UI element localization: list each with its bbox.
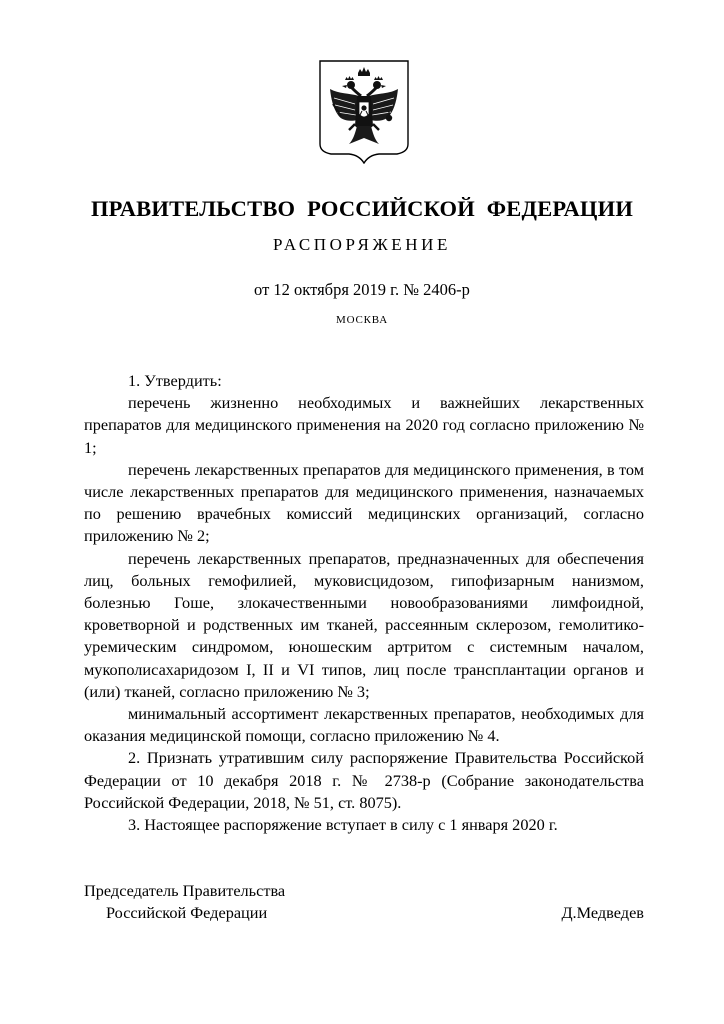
paragraph-item-1: 1. Утвердить: <box>128 371 222 390</box>
signatory-role-line1: Председатель Правительства <box>84 881 286 900</box>
document-type: РАСПОРЯЖЕНИЕ <box>272 235 452 254</box>
signatory-role-line2: Российской Федерации <box>106 903 268 922</box>
coat-of-arms-emblem <box>319 60 409 164</box>
paragraph-list-appendix-3: перечень лекарственных препаратов, предназначенных для обеспечения лиц, больных гемофилией, муковисцидозом, гипофизарным нанизмом, болезнью Гоше, злокачественными новообразованиями лимфоидной, кроветворной и родственных им тканей, рассеянным склерозом, гемолитико-уремическим синдромом, юношеским артритом с системным началом, мукополисахаридозом I, II и VI типов, лиц после трансплантации органов и (или) тканей, согласно приложению № 3; <box>84 548 644 701</box>
paragraph-list-appendix-1: перечень жизненно необходимых и важнейших лекарственных препаратов для медицинского применения на 2020 год согласно приложению № 1; <box>84 393 644 457</box>
document-body <box>84 370 644 836</box>
paragraph-list-appendix-2: перечень лекарственных препаратов для медицинского применения, в том числе лекарственных препаратов для медицинского применения, назначаемых по решению врачебных комиссий медицинских организаций, согласно приложению № 2; <box>84 459 644 546</box>
paragraph-list-appendix-4: минимальный ассортимент лекарственных препаратов, необходимых для оказания медицинской помощи, согласно приложению № 4. <box>84 704 644 746</box>
government-title: ПРАВИТЕЛЬСТВО РОССИЙСКОЙ ФЕДЕРАЦИИ <box>90 196 634 221</box>
double-headed-eagle-icon <box>319 60 409 164</box>
paragraph-item-2: 2. Признать утратившим силу распоряжение Правительства Российской Федерации от 10 декабря 2018 г. № 2738-р (Собрание законодательства Российской Федерации, 2018, № 51, ст. 8075). <box>84 748 644 812</box>
document-date-number: от 12 октября 2019 г. № 2406-р <box>254 280 470 299</box>
signatory-name: Д.Медведев <box>561 903 644 922</box>
document-city: МОСКВА <box>336 314 388 326</box>
signature-block <box>84 880 644 924</box>
paragraph-item-3: 3. Настоящее распоряжение вступает в силу с 1 января 2020 г. <box>128 815 558 835</box>
